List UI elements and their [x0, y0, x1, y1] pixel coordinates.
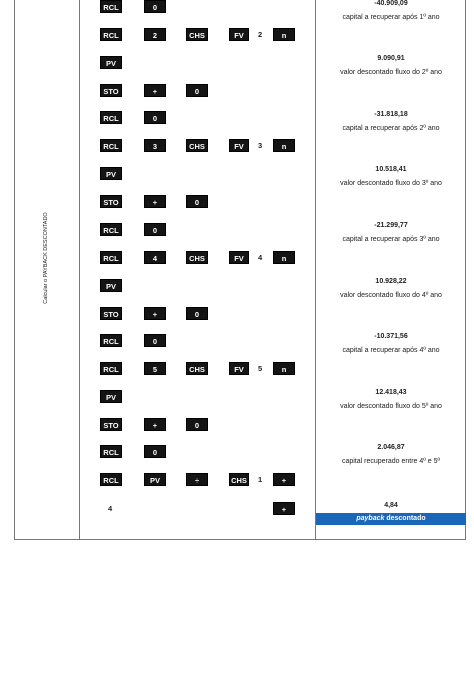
calc-key: RCL	[100, 111, 122, 124]
calc-key: RCL	[100, 251, 122, 264]
calc-key: FV	[229, 139, 249, 152]
payback-italic: payback	[356, 515, 385, 522]
period-number: 4	[258, 253, 263, 262]
calc-key: +	[144, 418, 166, 431]
calc-key: 4	[144, 251, 166, 264]
calc-key: RCL	[100, 334, 122, 347]
calc-key: 0	[144, 445, 166, 458]
result-value: 10.928,22	[375, 278, 407, 285]
calc-key: CHS	[186, 139, 208, 152]
side-label: Calcular o PAYBACK DESCONTADO	[43, 212, 49, 304]
calc-key: 0	[186, 307, 208, 320]
calc-key: PV	[100, 56, 122, 69]
result-value: -21.299,77	[374, 222, 408, 229]
result-value: 2.046,87	[377, 444, 405, 451]
calc-key: PV	[100, 167, 122, 180]
calc-key: 0	[144, 0, 166, 13]
keystroke-row	[0, 251, 474, 265]
calc-key: +	[273, 502, 295, 515]
keystroke-row	[0, 362, 474, 376]
calc-key: n	[273, 251, 295, 264]
calc-key: PV	[100, 279, 122, 292]
calc-key: 0	[186, 418, 208, 431]
calc-key: FV	[229, 362, 249, 375]
calc-key: RCL	[100, 139, 122, 152]
keystroke-row	[0, 84, 474, 98]
result-caption: valor descontado fluxo do 5º ano	[340, 403, 442, 410]
calc-key: 0	[186, 195, 208, 208]
calc-key: +	[144, 195, 166, 208]
result-value: 9.090,91	[377, 55, 405, 62]
calc-key: FV	[229, 251, 249, 264]
calc-key: RCL	[100, 28, 122, 41]
calc-key: FV	[229, 28, 249, 41]
result-value: 4,84	[384, 502, 398, 509]
period-number: 1	[258, 475, 263, 484]
calc-key: RCL	[100, 362, 122, 375]
calc-key: n	[273, 362, 295, 375]
calc-key: CHS	[186, 28, 208, 41]
calc-key: +	[144, 84, 166, 97]
calc-key: 0	[144, 111, 166, 124]
payback-rest: descontado	[384, 515, 426, 522]
result-value: -10.371,56	[374, 333, 408, 340]
calc-key: +	[273, 473, 295, 486]
result-caption: capital a recuperar após 1º ano	[342, 14, 440, 21]
calc-key: STO	[100, 307, 122, 320]
result-value: -31.818,18	[374, 111, 408, 118]
calc-key: STO	[100, 195, 122, 208]
result-caption: valor descontado fluxo do 4º ano	[340, 292, 442, 299]
calc-key: STO	[100, 418, 122, 431]
calc-key: RCL	[100, 445, 122, 458]
calc-key: PV	[144, 473, 166, 486]
calc-key: ÷	[186, 473, 208, 486]
calc-key: STO	[100, 84, 122, 97]
result-value: 10.518,41	[375, 166, 407, 173]
keystroke-row	[0, 195, 474, 209]
calc-key: PV	[100, 390, 122, 403]
result-caption: capital a recuperar após 3º ano	[342, 236, 440, 243]
period-number: 5	[258, 364, 263, 373]
period-number: 3	[258, 141, 263, 150]
result-caption: valor descontado fluxo do 2º ano	[340, 69, 442, 76]
result-caption: valor descontado fluxo do 3º ano	[340, 180, 442, 187]
calc-key: 2	[144, 28, 166, 41]
result-caption: capital a recuperar após 4º ano	[342, 347, 440, 354]
calc-key: RCL	[100, 0, 122, 13]
row-number: 4	[108, 504, 113, 513]
payback-label	[316, 513, 466, 525]
calc-key: 0	[144, 223, 166, 236]
result-value: 12.418,43	[375, 389, 407, 396]
calc-key: 0	[186, 84, 208, 97]
calc-key: 5	[144, 362, 166, 375]
calc-key: RCL	[100, 223, 122, 236]
period-number: 2	[258, 30, 263, 39]
keystroke-row	[0, 473, 474, 487]
calc-key: CHS	[186, 251, 208, 264]
calc-key: RCL	[100, 473, 122, 486]
calc-key: n	[273, 139, 295, 152]
calc-key: CHS	[229, 473, 249, 486]
result-caption: capital a recuperar após 2º ano	[342, 125, 440, 132]
keystroke-row	[0, 28, 474, 42]
calc-key: 3	[144, 139, 166, 152]
calc-key: +	[144, 307, 166, 320]
calc-key: CHS	[186, 362, 208, 375]
calc-key: n	[273, 28, 295, 41]
result-caption: capital recuperado entre 4º e 5º	[341, 458, 441, 465]
keystroke-row	[0, 418, 474, 432]
keystroke-row	[0, 307, 474, 321]
keystroke-row	[0, 139, 474, 153]
result-value: -40.909,09	[374, 0, 408, 7]
calc-key: 0	[144, 334, 166, 347]
